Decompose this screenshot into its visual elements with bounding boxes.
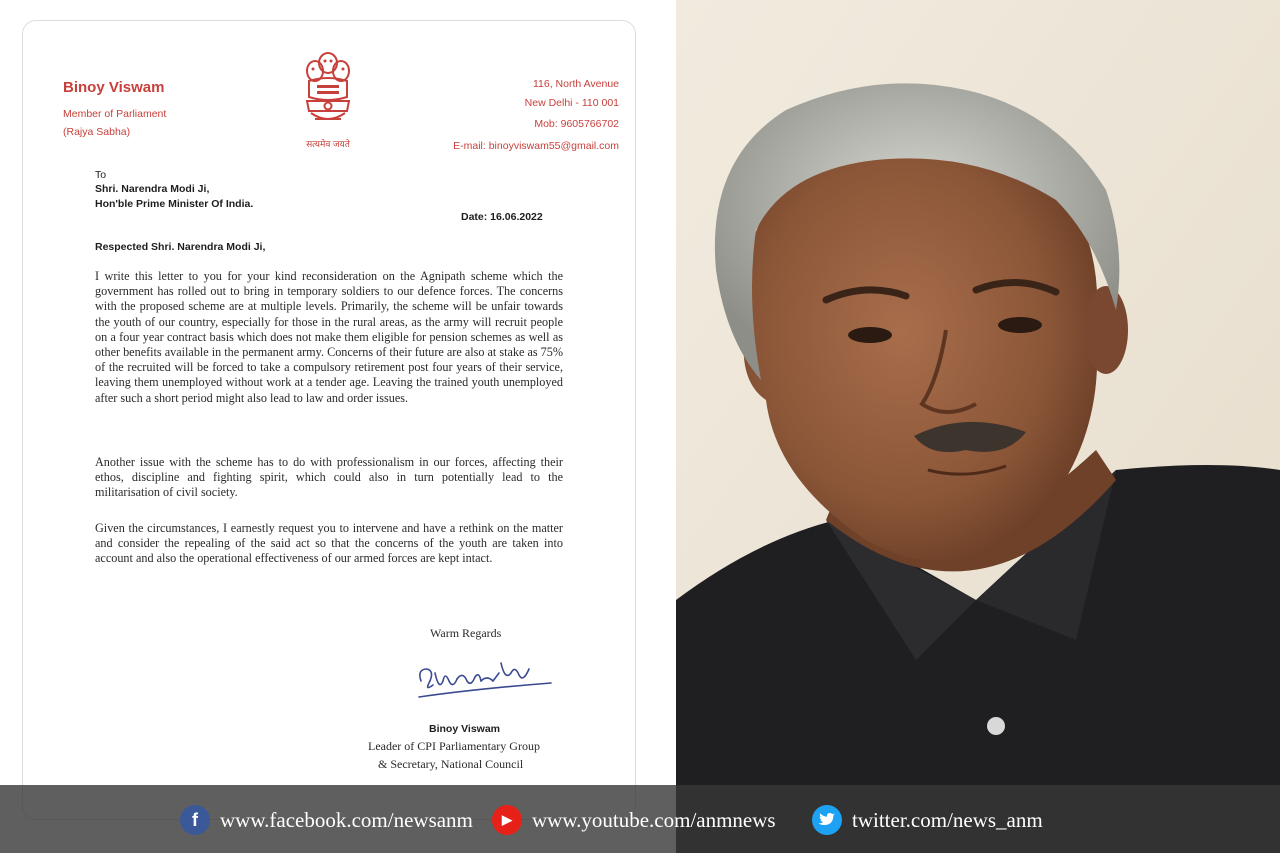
emblem-caption: सत्यमेव जयते bbox=[306, 139, 350, 149]
paragraph-2: Another issue with the scheme has to do with professionalism in our forces, affecting their ethos, discipline and fighting spirit, which could also in turn potentially lead to the militarisation of civil society. bbox=[95, 455, 563, 500]
national-emblem-icon bbox=[297, 47, 359, 143]
mobile-number: Mob: 9605766702 bbox=[534, 118, 619, 130]
signature-icon bbox=[415, 651, 555, 711]
address-line-1: 116, North Avenue bbox=[532, 78, 619, 90]
youtube-link[interactable] bbox=[492, 803, 776, 837]
signatory-name: Binoy Viswam bbox=[429, 723, 500, 735]
letter-date: Date: 16.06.2022 bbox=[461, 211, 543, 223]
youtube-url: www.youtube.com/anmnews bbox=[532, 807, 776, 832]
signatory-title-2: & Secretary, National Council bbox=[378, 757, 524, 771]
address-line-2: New Delhi - 110 001 bbox=[524, 97, 619, 109]
twitter-url: twitter.com/news_anm bbox=[852, 807, 1043, 832]
recipient-title: Hon'ble Prime Minister Of India. bbox=[95, 198, 254, 210]
sender-house: (Rajya Sabha) bbox=[63, 126, 131, 138]
facebook-icon: f bbox=[180, 805, 210, 835]
recipient-name: Shri. Narendra Modi Ji, bbox=[95, 183, 210, 195]
signatory-title-1: Leader of CPI Parliamentary Group bbox=[368, 739, 540, 753]
twitter-icon bbox=[812, 805, 842, 835]
paragraph-3: Given the circumstances, I earnestly request you to intervene and have a rethink on the matter and consider the repealing of the said act so that the concerns of the youth are taken into account and also the operational effectiveness of our armed forces are kept intact. bbox=[95, 521, 563, 566]
portrait-photo bbox=[676, 0, 1280, 853]
portrait-image bbox=[676, 0, 1280, 853]
email-address: E-mail: binoyviswam55@gmail.com bbox=[453, 140, 619, 152]
facebook-url: www.facebook.com/newsanm bbox=[220, 807, 473, 832]
closing: Warm Regards bbox=[430, 626, 502, 640]
youtube-icon: ▶ bbox=[492, 805, 522, 835]
sender-name: Binoy Viswam bbox=[63, 79, 165, 96]
letter-document bbox=[22, 20, 636, 820]
twitter-link[interactable] bbox=[812, 803, 1043, 837]
sender-title: Member of Parliament bbox=[63, 108, 167, 120]
social-media-bar bbox=[0, 785, 1280, 853]
to-label: To bbox=[95, 169, 107, 181]
salutation: Respected Shri. Narendra Modi Ji, bbox=[95, 241, 266, 253]
paragraph-1: I write this letter to you for your kind reconsideration on the Agnipath scheme which the government has rolled out to bring in temporary soldiers to our defence forces. The concerns with the proposed scheme are at multiple levels. Primarily, the scheme will be unfair towards the youth of our country, especially for those in the rural areas, as the army will recruit people on a four year contract basis which does not make them eligible for pension schemes as well as other benefits available in the permanent army. Concerns of their future are also at stake as 75% of the recruited will be forced to take a compulsory retirement post four years of their service, leaving them unemployed without work at a tender age. Leaving the trained youth unemployed after such a short period might also lead to law and order issues. bbox=[95, 269, 563, 405]
facebook-link[interactable] bbox=[180, 803, 473, 837]
